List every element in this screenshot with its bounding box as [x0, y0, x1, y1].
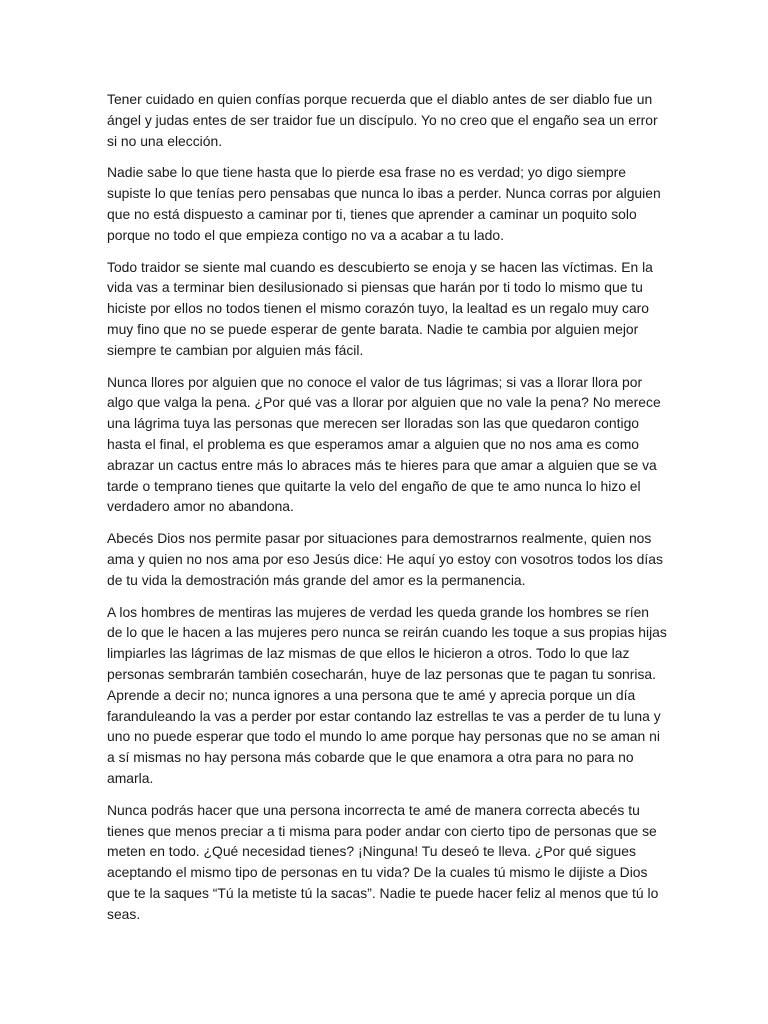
paragraph-5: Abecés Dios nos permite pasar por situaciones para demostrarnos realmente, quien nos ama y quien no nos ama por eso Jesús dice: He aquí yo estoy con vosotros todos los días de tu vida la demostración más grande del amor es la permanencia.: [107, 530, 663, 588]
paragraph-3: Todo traidor se siente mal cuando es descubierto se enoja y se hacen las víctimas. En la vida vas a terminar bien desilusionado si piensas que harán por ti todo lo mismo que tu hiciste por ellos no todos tienen el mismo corazón tuyo, la lealtad es un regalo muy caro muy fino que no se puede esperar de gente barata. Nadie te cambia por alguien mejor siempre te cambian por alguien más fácil.: [107, 258, 653, 358]
document-body: [107, 89, 667, 935]
paragraph-7: Nunca podrás hacer que una persona incorrecta te amé de manera correcta abecés tu tienes que menos preciar a ti misma para poder andar con cierto tipo de personas que se meten en todo. ¿Qué necesidad tienes? ¡Ninguna! Tu deseó te lleva. ¿Por qué sigues aceptando el mismo tipo de personas en tu vida? De la cuales tú mismo le dijiste a Dios que te la saques “Tú la metiste tú la sacas”. Nadie te puede hacer feliz al menos que tú lo seas.: [107, 801, 659, 922]
paragraph-4: Nunca llores por alguien que no conoce el valor de tus lágrimas; si vas a llorar llora por algo que valga la pena. ¿Por qué vas a llorar por alguien que no vale la pena? No merece una lágrima tuya las personas que merecen ser lloradas son las que quedaron contigo hasta el final, el problema es que esperamos amar a alguien que no nos ama es como abrazar un cactus entre más lo abraces más te hieres para que amar a alguien que se va tarde o temprano tienes que quitarte la velo del engaño de que te amo nunca lo hizo el verdadero amor no abandona.: [107, 373, 661, 515]
paragraph-2: Nadie sabe lo que tiene hasta que lo pierde esa frase no es verdad; yo digo siempre supiste lo que tenías pero pensabas que nunca lo ibas a perder. Nunca corras por alguien que no está dispuesto a caminar por ti, tienes que aprender a caminar un poquito solo porque no todo el que empieza contigo no va a acabar a tu lado.: [107, 164, 661, 243]
paragraph-1: Tener cuidado en quien confías porque recuerda que el diablo antes de ser diablo fue un ángel y judas entes de ser traidor fue un discípulo. Yo no creo que el engaño sea un error si no una elección.: [107, 91, 658, 149]
paragraph-6: A los hombres de mentiras las mujeres de verdad les queda grande los hombres se ríen de lo que le hacen a las mujeres pero nunca se reirán cuando les toque a sus propias hijas limpiarles las lágrimas de laz mismas de que ellos le hicieron a otros. Todo lo que laz personas sembrarán también cosecharán, huye de laz personas que te pagan tu sonrisa. Aprende a decir no; nunca ignores a una persona que te amé y aprecia porque un día faranduleando la vas a perder por estar contando laz estrellas te vas a perder de tu luna y uno no puede esperar que todo el mundo lo ame porque hay personas que no se aman ni a sí mismas no hay persona más cobarde que le que enamora a otra para no para no amarla.: [107, 603, 667, 786]
